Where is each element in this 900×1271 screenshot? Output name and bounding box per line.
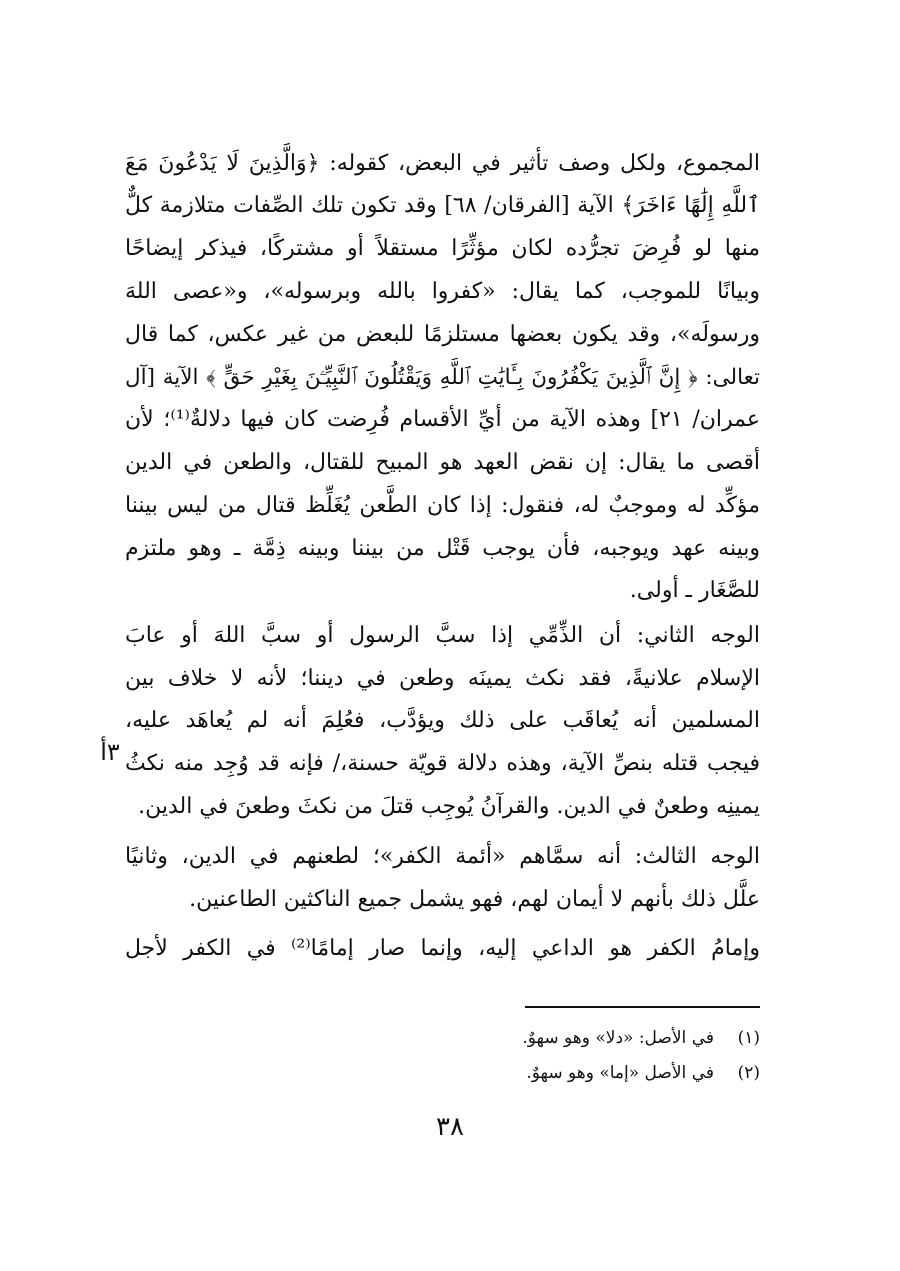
page-number: ٣٨ [436,1112,464,1142]
body-line: عمران/ ٢١] وهذه الآية من أيِّ الأقسام فُرِضت كان فيها دلالةٌ⁽¹⁾؛ لأن [125,407,760,432]
footnote [125,1024,760,1052]
body-line: وإمامُ الكفر هو الداعي إليه، وإنما صار إمامًا⁽²⁾ في الكفر لأجل [125,936,760,961]
footnote-number: (١) [737,1028,760,1048]
body-line: فيجب قتله بنصِّ الآية، وهذه دلالة قويّة حسنة،/ فإنه قد وُجِد منه نكثُ [125,751,760,776]
footnote-text: في الأصل: «دلا» وهو سهوٌ. [522,1028,714,1048]
body-line: أقصى ما يقال: إن نقض العهد هو المبيح للقتال، والطعن في الدين [125,450,760,475]
body-line: يمينِه وطعنٌ في الدين. والقرآنُ يُوجِب قتلَ من نكثَ وطعنَ في الدين. [138,794,760,819]
body-line: وبينه عهد ويوجبه، فأن يوجب قَتْل من بيننا وبينه ذِمَّة ـ وهو ملتزم [125,536,760,561]
body-line: مؤكِّد له وموجبٌ له، فنقول: إذا كان الطَّعن يُغَلِّظ قتال من ليس بيننا [125,493,760,518]
section-heading-line: الوجه الثاني: أن الذِّمِّي إذا سبَّ الرسول أو سبَّ اللهَ أو عابَ [125,623,760,648]
body-line: الإسلام علانيةً، فقد نكث يمينَه وطعن في ديننا؛ لأنه لا خلاف بين [125,666,760,691]
body-line: منها لو فُرِضَ تجرُّده لكان مؤثِّرًا مستقلاً أو مشتركًا، فيذكر إيضاحًا [125,236,760,261]
section-heading-line: الوجه الثالث: أنه سمَّاهم «أئمة الكفر»؛ لطعنهم في الدين، وثانيًا [125,844,760,869]
footnote [125,1059,760,1087]
body-line: للصَّغَار ـ أولى. [629,578,760,603]
body-line: وبيانًا للموجب، كما يقال: «كفروا بالله وبرسوله»، و«عصى اللهَ [125,279,760,304]
footnote-divider [525,1006,760,1008]
manuscript-folio-marker: ٣أ [100,738,120,766]
body-line: علَّل ذلك بأنهم لا أيمان لهم، فهو يشمل جميع الناكثين الطاعنين. [189,887,760,912]
body-line: ورسولَه»، وقد يكون بعضها مستلزمًا للبعض من غير عكس، كما قال [125,322,760,347]
body-line: تعالى: ﴿ إِنَّ ٱلَّذِينَ يَكْفُرُونَ بِـَٔايَٰتِ ٱللَّهِ وَيَقْتُلُونَ ٱلنَّبِيِّـۧنَ بِغَيْرِ حَقٍّ ﴾ الآية [آل [125,365,760,390]
footnote-text: في الأصل «إما» وهو سهوٌ. [526,1063,714,1083]
body-line: المسلمين أنه يُعاقَب على ذلك ويؤدَّب، فعُلِمَ أنه لم يُعاهَد عليه، [125,708,760,733]
body-line: ٱللَّهِ إِلَٰهًا ءَاخَرَ﴾ الآية [الفرقان/ ٦٨] وقد تكون تلك الصِّفات متلازمة كلٌّ [125,193,760,218]
body-line: المجموع، ولكل وصف تأثير في البعض، كقوله: ﴿وَالَّذِينَ لَا يَدْعُونَ مَعَ [125,151,760,176]
footnote-number: (٢) [737,1063,760,1083]
